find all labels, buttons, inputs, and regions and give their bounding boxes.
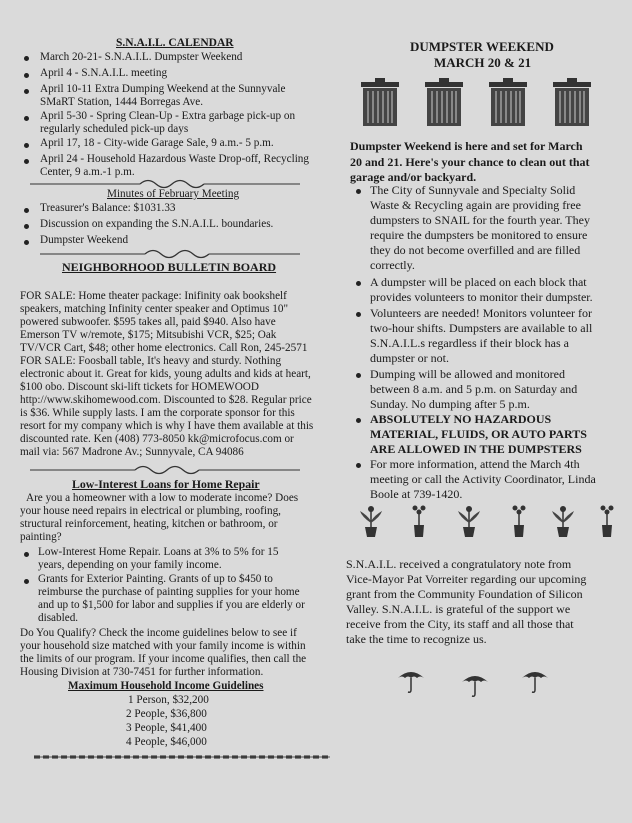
- calendar-item: April 10-11 Extra Dumping Weekend at the Sunnyvale: [40, 83, 286, 95]
- calendar-item-cont: SMaRT Station, 1444 Borregas Ave.: [40, 96, 203, 108]
- bulletin-line: FOR SALE: Foosball table, It's heavy and sturdy. Nothing: [20, 355, 282, 367]
- trash-can-icon: [358, 78, 402, 128]
- bulletin-line: http://www.skihomewood.com. Discounted to $28. Regular price: [20, 394, 312, 406]
- bulletin-line: FOR SALE: Home theater package: Inifinity oak bookshelf: [20, 290, 287, 302]
- bulletin-line: powered subwoofer. $595 takes all, paid $940. Also have: [20, 316, 276, 328]
- calendar-item: April 5-30 - Spring Clean-Up - Extra garbage pick-up on: [40, 110, 296, 122]
- bulletin-line: TV/VCR Cart, $48; other home electronics. Call Ron, 245-2571: [20, 342, 308, 354]
- bulletin-line: Emerson TV w/remote, $175; Mitsubishi VCR, $25; Oak: [20, 329, 277, 341]
- dumpster-item-cont: dumpsters to SNAIL for the fourth year. They: [370, 213, 590, 227]
- dumpster-warning: ABSOLUTELY NO HAZARDOUS: [370, 412, 552, 426]
- bullet: [24, 552, 29, 557]
- qualify-line: Do You Qualify? Check the income guidelines below to see if: [20, 627, 297, 639]
- bulletin-line: speakers, matching Infinity center speaker and Optimus 10": [20, 303, 289, 315]
- dumpster-lead-line: 20 and 21. Here's your chance to clean out that: [350, 155, 590, 169]
- loan-item-cont: years, depending on your family income.: [38, 559, 222, 571]
- thanks-line: Valley. S.N.A.I.L. is grateful of the support we: [346, 602, 571, 616]
- flower-pot-icon: [594, 503, 620, 539]
- bullet: [24, 73, 29, 78]
- dumpster-item-cont: Boole at 739-1420.: [370, 487, 463, 501]
- calendar-item-cont: Center, 9 a.m.-1 p.m.: [40, 166, 135, 178]
- bulletin-title: NEIGHBORHOOD BULLETIN BOARD: [62, 260, 277, 274]
- bullet: [24, 159, 29, 164]
- flower-pot-icon: [406, 503, 432, 539]
- minutes-item: Treasurer's Balance: $1031.33: [40, 202, 176, 214]
- dumpster-item: A dumpster will be placed on each block that: [370, 275, 587, 289]
- bullet: [356, 418, 361, 423]
- thanks-line: take the time to recognize us.: [346, 632, 487, 646]
- flower-pot-icon: [506, 503, 532, 539]
- guidelines-title: Maximum Household Income Guidelines: [68, 680, 264, 692]
- bullet: [24, 224, 29, 229]
- minutes-item: Discussion on expanding the S.N.A.I.L. boundaries.: [40, 218, 274, 230]
- dumpster-item: The City of Sunnyvale and Specialty Solid: [370, 183, 576, 197]
- loans-intro-line: structural reinforcement, heating, kitchen or bathroom, or: [20, 518, 278, 530]
- umbrella-icon: [396, 668, 426, 694]
- guideline-row: 3 People, $41,400: [126, 722, 207, 734]
- calendar-item: April 24 - Household Hazardous Waste Drop-off, Recycling: [40, 153, 309, 165]
- dumpster-lead-line: garage and/or backyard.: [350, 170, 477, 184]
- dumpster-item-cont: S.N.A.I.L.s regardless if their block has a: [370, 336, 569, 350]
- bullet: [356, 189, 361, 194]
- dumpster-item-cont: meeting or call the Activity Coordinator, Linda: [370, 472, 596, 486]
- flower-pot-icon: [456, 503, 482, 539]
- dumpster-item-cont: between 8 a.m. and 5 p.m. on Saturday and: [370, 382, 578, 396]
- guideline-row: 4 People, $46,000: [126, 736, 207, 748]
- loan-item: Grants for Exterior Painting. Grants of up to $450 to: [38, 573, 273, 585]
- swirl-divider: [40, 246, 300, 260]
- dumpster-item: For more information, attend the March 4th: [370, 457, 580, 471]
- thanks-line: Vice-Mayor Pat Vorreiter regarding our upcoming: [346, 572, 587, 586]
- calendar-item: April 4 - S.N.A.I.L. meeting: [40, 67, 168, 79]
- bullet: [24, 56, 29, 61]
- bulletin-line: $100 obo. Discount ski-lift tickets for HOMEWOOD: [20, 381, 259, 393]
- loan-item-cont: disabled.: [38, 612, 79, 624]
- calendar-item: April 17, 18 - City-wide Garage Sale, 9 a.m.- 5 p.m.: [40, 137, 274, 149]
- swirl-divider: [30, 462, 300, 476]
- dumpster-item-cont: they do not become overfilled and are filled: [370, 243, 581, 257]
- dumpster-item-cont: dumpster or not.: [370, 351, 449, 365]
- dumpster-title: DUMPSTER WEEKEND: [410, 39, 554, 54]
- decorative-border: [34, 752, 330, 762]
- dumpster-warning-cont: ARE ALLOWED IN THE DUMPSTERS: [370, 442, 582, 456]
- calendar-item-cont: regularly scheduled pick-up days: [40, 123, 189, 135]
- loan-item-cont: and up to $1,500 for labor and supplies if you are elderly or: [38, 599, 305, 611]
- dumpster-item-cont: two-hour shifts. Dumpsters are available to all: [370, 321, 593, 335]
- bullet: [24, 240, 29, 245]
- qualify-line: the limits of our program. If your income qualifies, then call the: [20, 653, 307, 665]
- dumpster-item-cont: require the dumpsters be monitored to ensure: [370, 228, 588, 242]
- trash-can-icon: [486, 78, 530, 128]
- dumpster-item-cont: Waste & Recycling again are providing free: [370, 198, 581, 212]
- loans-intro-line: your house need repairs in electrical or plumbing, roofing,: [20, 505, 281, 517]
- qualify-line: Housing Division at 730-7451 for further information.: [20, 666, 264, 678]
- dumpster-lead-line: Dumpster Weekend is here and set for March: [350, 139, 583, 153]
- loan-item: Low-Interest Home Repair. Loans at 3% to 5% for 15: [38, 546, 279, 558]
- umbrella-icon: [460, 672, 490, 698]
- flower-pot-icon: [550, 503, 576, 539]
- bullet: [24, 116, 29, 121]
- loans-title: Low-Interest Loans for Home Repair: [72, 477, 260, 491]
- bulletin-line: mail via: 567 Madrone Av.; Sunnyvale, CA 94086: [20, 446, 244, 458]
- thanks-line: grant from the Community Foundation of Silicon: [346, 587, 583, 601]
- calendar-title: S.N.A.I.L. CALENDAR: [116, 37, 234, 49]
- qualify-line: your household size matched with your family income is within: [20, 640, 306, 652]
- bullet: [24, 208, 29, 213]
- bullet: [24, 143, 29, 148]
- thanks-line: receive from the City, its staff and all those that: [346, 617, 574, 631]
- bulletin-line: electronic about it. Great for kids, young adults and kids at heart,: [20, 368, 311, 380]
- dumpster-item-cont: provides volunteers to monitor their dumpster.: [370, 290, 593, 304]
- guideline-row: 1 Person, $32,200: [128, 694, 209, 706]
- dumpster-item-cont: correctly.: [370, 258, 415, 272]
- trash-can-icon: [550, 78, 594, 128]
- bullet: [24, 89, 29, 94]
- minutes-title: Minutes of February Meeting: [107, 188, 240, 200]
- bullet: [356, 373, 361, 378]
- calendar-item: March 20-21- S.N.A.I.L. Dumpster Weekend: [40, 51, 243, 63]
- thanks-line: S.N.A.I.L. received a congratulatory note from: [346, 557, 572, 571]
- bulletin-line: resort for my company which is why I have them available at this: [20, 420, 314, 432]
- dumpster-subtitle: MARCH 20 & 21: [434, 55, 532, 70]
- bullet: [356, 312, 361, 317]
- bullet: [356, 463, 361, 468]
- flower-pot-icon: [358, 503, 384, 539]
- loan-item-cont: reimburse the purchase of painting supplies for your home: [38, 586, 300, 598]
- trash-can-icon: [422, 78, 466, 128]
- bullet: [24, 579, 29, 584]
- bullet: [356, 281, 361, 286]
- guideline-row: 2 People, $36,800: [126, 708, 207, 720]
- umbrella-icon: [520, 668, 550, 694]
- bulletin-line: is $36. While supply lasts. I am the corporate sponsor for this: [20, 407, 295, 419]
- dumpster-item: Volunteers are needed! Monitors volunteer for: [370, 306, 593, 320]
- dumpster-warning-cont: MATERIAL, FLUIDS, OR AUTO PARTS: [370, 427, 587, 441]
- dumpster-item-cont: Sunday. No dumping after 5 p.m.: [370, 397, 530, 411]
- loans-intro-line: painting?: [20, 531, 62, 543]
- bulletin-line: discounted rate. Ken (408) 773-8050 kk@microfocus.com or: [20, 433, 294, 445]
- dumpster-item: Dumping will be allowed and monitored: [370, 367, 565, 381]
- loans-intro-line: Are you a homeowner with a low to moderate income? Does: [26, 492, 299, 504]
- minutes-item: Dumpster Weekend: [40, 234, 129, 246]
